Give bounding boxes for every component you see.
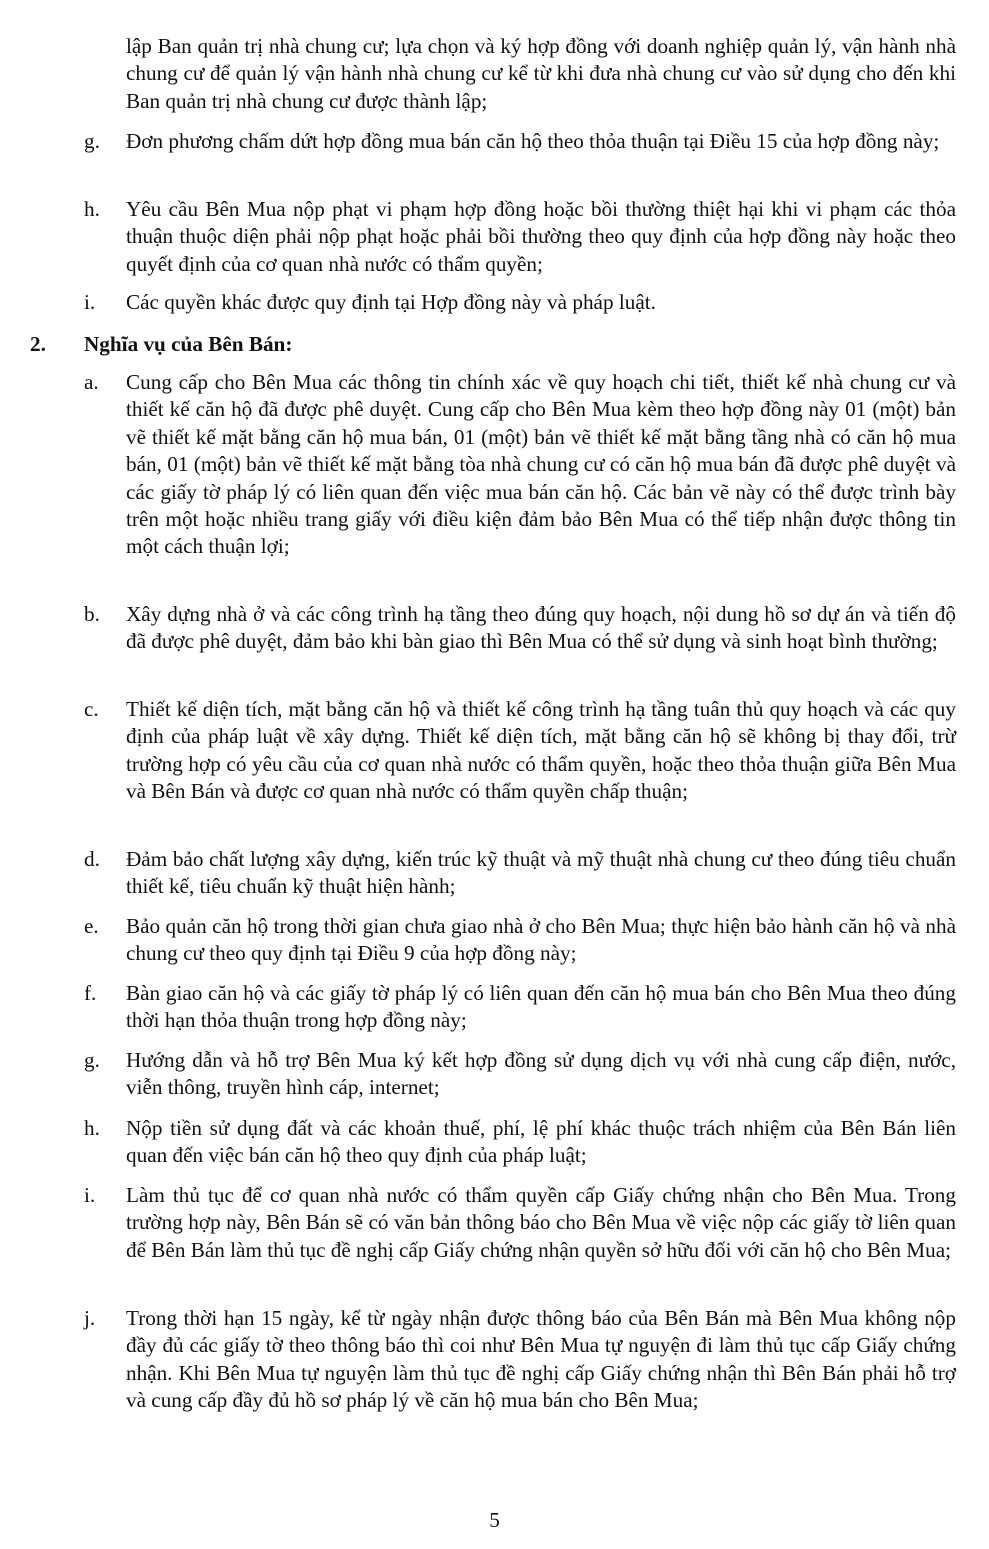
list-marker: h.	[84, 197, 100, 221]
list-item-text: Đơn phương chấm dứt hợp đồng mua bán căn hộ theo thỏa thuận tại Điều 15 của hợp đồng này;	[126, 129, 940, 153]
list-marker: b.	[84, 602, 100, 626]
continuation-paragraph: lập Ban quản trị nhà chung cư; lựa chọn và ký hợp đồng với doanh nghiệp quản lý, vận hành nhà chung cư để quản lý vận hành nhà chung cư kể từ khi đưa nhà chung cư vào sử dụng cho đến khi Ban quản trị nhà chung cư được thành lập;	[126, 34, 956, 113]
list-item-text: Cung cấp cho Bên Mua các thông tin chính xác về quy hoạch chi tiết, thiết kế nhà chung cư và thiết kế căn hộ đã được phê duyệt. Cung cấp cho Bên Mua kèm theo hợp đồng này 01 (một) bản vẽ thiết kế mặt bằng căn hộ mua bán, 01 (một) bản vẽ thiết kế mặt bằng tầng nhà có căn hộ mua bán, 01 (một) bản vẽ thiết kế mặt bằng tòa nhà chung cư có căn hộ mua bán đã được phê duyệt và các giấy tờ pháp lý có liên quan đến việc mua bán căn hộ. Các bản vẽ này có thể được trình bày trên một hoặc nhiều trang giấy với điều kiện đảm bảo Bên Mua có thể tiếp nhận được thông tin một cách thuận lợi;	[126, 370, 956, 559]
list-marker: g.	[84, 129, 100, 153]
list-item-text: Trong thời hạn 15 ngày, kể từ ngày nhận được thông báo của Bên Bán mà Bên Mua không nộp đầy đủ các giấy tờ theo thông báo thì coi như Bên Mua tự nguyện đi làm thủ tục cấp Giấy chứng nhận. Khi Bên Mua tự nguyện làm thủ tục đề nghị cấp Giấy chứng nhận thì Bên Bán phải hỗ trợ và cung cấp đầy đủ hồ sơ pháp lý về căn hộ mua bán cho Bên Mua;	[126, 1306, 956, 1413]
list-item-text: Bảo quản căn hộ trong thời gian chưa giao nhà ở cho Bên Mua; thực hiện bảo hành căn hộ và nhà chung cư theo quy định tại Điều 9 của hợp đồng này;	[126, 914, 956, 966]
section-number: 2.	[30, 332, 46, 356]
list-marker: a.	[84, 370, 99, 394]
list-item-text: Hướng dẫn và hỗ trợ Bên Mua ký kết hợp đồng sử dụng dịch vụ với nhà cung cấp điện, nước, viễn thông, truyền hình cáp, internet;	[126, 1048, 956, 1100]
list-marker: i.	[84, 1183, 96, 1207]
list-item-text: Xây dựng nhà ở và các công trình hạ tầng theo đúng quy hoạch, nội dung hồ sơ dự án và tiến độ đã được phê duyệt, đảm bảo khi bàn giao thì Bên Mua có thể sử dụng và sinh hoạt bình thường;	[126, 602, 956, 654]
list-marker: g.	[84, 1048, 100, 1072]
list-marker: j.	[84, 1306, 96, 1330]
list-marker: i.	[84, 290, 96, 314]
list-marker: c.	[84, 697, 99, 721]
list-marker: d.	[84, 847, 100, 871]
list-item-text: Làm thủ tục để cơ quan nhà nước có thẩm quyền cấp Giấy chứng nhận cho Bên Mua. Trong trường hợp này, Bên Bán sẽ có văn bản thông báo cho Bên Mua về việc nộp các giấy tờ liên quan để Bên Bán làm thủ tục đề nghị cấp Giấy chứng nhận quyền sở hữu đối với căn hộ cho Bên Mua;	[126, 1183, 956, 1262]
page-number: 5	[489, 1508, 500, 1532]
list-item-text: Các quyền khác được quy định tại Hợp đồng này và pháp luật.	[126, 290, 656, 314]
list-item-text: Thiết kế diện tích, mặt bằng căn hộ và thiết kế công trình hạ tầng tuân thủ quy hoạch và các quy định của pháp luật về xây dựng. Thiết kế diện tích, mặt bằng căn hộ sẽ không bị thay đổi, trừ trường hợp có yêu cầu của cơ quan nhà nước có thẩm quyền, hoặc theo thỏa thuận giữa Bên Mua và Bên Bán và được cơ quan nhà nước có thẩm quyền chấp thuận;	[126, 697, 956, 804]
list-item-text: Yêu cầu Bên Mua nộp phạt vi phạm hợp đồng hoặc bồi thường thiệt hại khi vi phạm các thỏa thuận thuộc diện phải nộp phạt hoặc phải bồi thường theo quy định của hợp đồng này hoặc theo quyết định của cơ quan nhà nước có thẩm quyền;	[126, 197, 956, 276]
list-item-text: Bàn giao căn hộ và các giấy tờ pháp lý có liên quan đến căn hộ mua bán cho Bên Mua theo đúng thời hạn thỏa thuận trong hợp đồng này;	[126, 981, 956, 1033]
list-marker: f.	[84, 981, 97, 1005]
list-item-text: Nộp tiền sử dụng đất và các khoản thuế, phí, lệ phí khác thuộc trách nhiệm của Bên Bán liên quan đến việc bán căn hộ theo quy định của pháp luật;	[126, 1116, 956, 1168]
list-marker: h.	[84, 1116, 100, 1140]
list-marker: e.	[84, 914, 99, 938]
list-item-text: Đảm bảo chất lượng xây dựng, kiến trúc kỹ thuật và mỹ thuật nhà chung cư theo đúng tiêu chuẩn thiết kế, tiêu chuẩn kỹ thuật hiện hành;	[126, 847, 956, 899]
section-title: Nghĩa vụ của Bên Bán:	[84, 332, 293, 356]
